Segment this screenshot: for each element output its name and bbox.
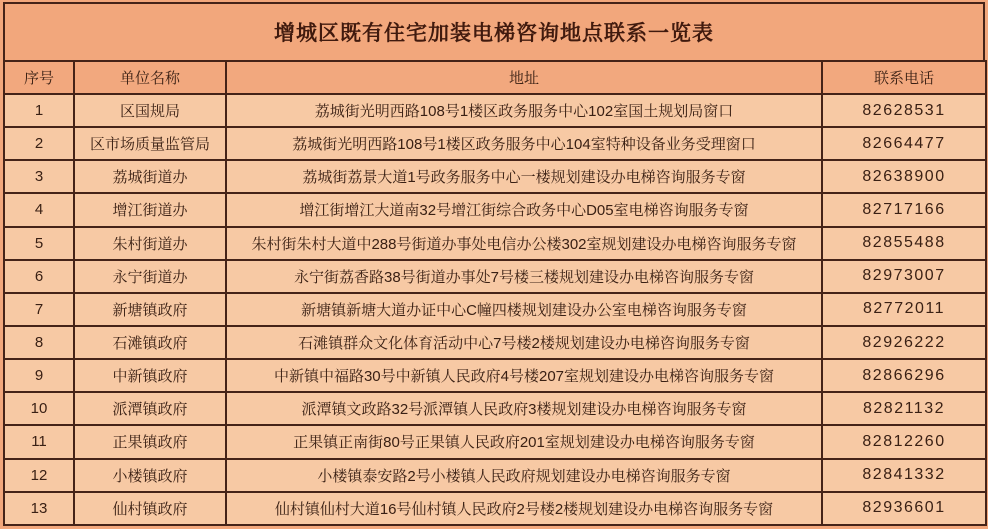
table-row [4,160,986,193]
cell-serial-number: 1 [4,94,74,127]
cell-unit-name: 石滩镇政府 [74,326,226,359]
cell-address: 新塘镇新塘大道办证中心C幢四楼规划建设办公室电梯咨询服务专窗 [226,293,822,326]
cell-unit-name: 增江街道办 [74,193,226,226]
table-row [4,326,986,359]
table-row [4,94,986,127]
cell-phone: 82936601 [822,492,986,525]
column-header-address: 地址 [226,61,822,94]
cell-phone: 82973007 [822,260,986,293]
table-header [4,61,986,94]
table-row [4,359,986,392]
cell-serial-number: 13 [4,492,74,525]
cell-phone: 82821132 [822,392,986,425]
table-row [4,293,986,326]
cell-phone: 82855488 [822,227,986,260]
cell-unit-name: 区国规局 [74,94,226,127]
cell-address: 小楼镇泰安路2号小楼镇人民政府规划建设办电梯咨询服务专窗 [226,459,822,492]
cell-address: 石滩镇群众文化体育活动中心7号楼2楼规划建设办电梯咨询服务专窗 [226,326,822,359]
cell-serial-number: 9 [4,359,74,392]
cell-phone: 82717166 [822,193,986,226]
header-row [4,61,986,94]
cell-phone: 82866296 [822,359,986,392]
cell-phone: 82664477 [822,127,986,160]
cell-serial-number: 4 [4,193,74,226]
table-row [4,492,986,525]
cell-serial-number: 11 [4,425,74,458]
cell-phone: 82628531 [822,94,986,127]
cell-unit-name: 仙村镇政府 [74,492,226,525]
cell-phone: 82772011 [822,293,986,326]
table-row [4,227,986,260]
cell-unit-name: 中新镇政府 [74,359,226,392]
table-row [4,425,986,458]
cell-address: 派潭镇文政路32号派潭镇人民政府3楼规划建设办电梯咨询服务专窗 [226,392,822,425]
cell-serial-number: 3 [4,160,74,193]
cell-serial-number: 2 [4,127,74,160]
cell-address: 荔城街荔景大道1号政务服务中心一楼规划建设办电梯咨询服务专窗 [226,160,822,193]
cell-serial-number: 8 [4,326,74,359]
contact-table [3,60,987,526]
cell-serial-number: 12 [4,459,74,492]
table-row [4,459,986,492]
table-row [4,260,986,293]
cell-unit-name: 新塘镇政府 [74,293,226,326]
cell-unit-name: 正果镇政府 [74,425,226,458]
cell-address: 仙村镇仙村大道16号仙村镇人民政府2号楼2楼规划建设办电梯咨询服务专窗 [226,492,822,525]
table-row [4,392,986,425]
cell-unit-name: 永宁街道办 [74,260,226,293]
cell-unit-name: 荔城街道办 [74,160,226,193]
column-header-unit: 单位名称 [74,61,226,94]
cell-serial-number: 5 [4,227,74,260]
cell-address: 中新镇中福路30号中新镇人民政府4号楼207室规划建设办电梯咨询服务专窗 [226,359,822,392]
cell-address: 永宁街荔香路38号街道办事处7号楼三楼规划建设办电梯咨询服务专窗 [226,260,822,293]
table-row [4,193,986,226]
cell-phone: 82841332 [822,459,986,492]
cell-serial-number: 6 [4,260,74,293]
cell-address: 朱村街朱村大道中288号街道办事处电信办公楼302室规划建设办电梯咨询服务专窗 [226,227,822,260]
cell-phone: 82812260 [822,425,986,458]
cell-address: 正果镇正南街80号正果镇人民政府201室规划建设办电梯咨询服务专窗 [226,425,822,458]
cell-phone: 82638900 [822,160,986,193]
column-header-phone: 联系电话 [822,61,986,94]
column-header-no: 序号 [4,61,74,94]
cell-unit-name: 区市场质量监管局 [74,127,226,160]
cell-serial-number: 10 [4,392,74,425]
page-title: 增城区既有住宅加装电梯咨询地点联系一览表 [3,2,985,60]
cell-address: 荔城街光明西路108号1楼区政务服务中心102室国土规划局窗口 [226,94,822,127]
table-row [4,127,986,160]
cell-phone: 82926222 [822,326,986,359]
cell-unit-name: 小楼镇政府 [74,459,226,492]
cell-address: 荔城街光明西路108号1楼区政务服务中心104室特种设备业务受理窗口 [226,127,822,160]
cell-unit-name: 朱村街道办 [74,227,226,260]
cell-unit-name: 派潭镇政府 [74,392,226,425]
table-body [4,94,986,525]
cell-address: 增江街增江大道南32号增江街综合政务中心D05室电梯咨询服务专窗 [226,193,822,226]
cell-serial-number: 7 [4,293,74,326]
